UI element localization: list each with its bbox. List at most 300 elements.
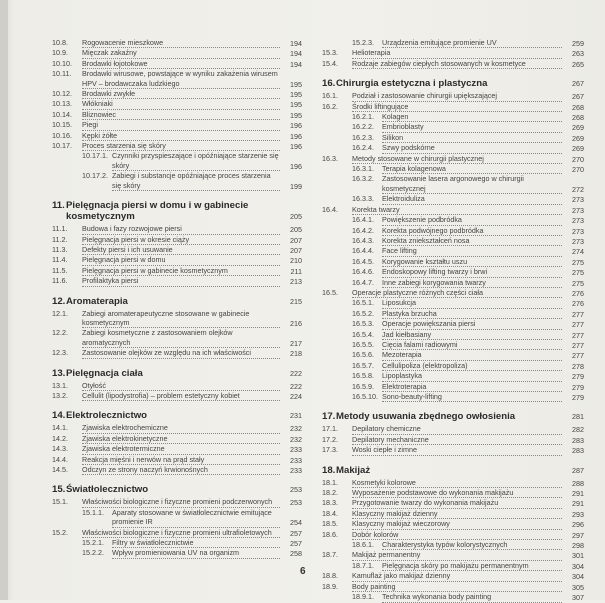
entry-title: Klasyczny makijaż dzienny — [352, 509, 562, 519]
chapter-number: 16. — [322, 78, 336, 90]
entry-number: 16.4.7. — [352, 277, 374, 287]
entry-number: 16.2. — [322, 101, 338, 111]
entry-title: Urządzenia emitujące promienie UV — [382, 38, 562, 48]
toc-entry — [322, 122, 584, 132]
toc-entry — [322, 278, 584, 288]
toc-entry — [322, 267, 584, 277]
entry-page: 277 — [572, 320, 584, 330]
entry-page: 207 — [290, 235, 302, 245]
entry-title: Mezoterapia — [382, 350, 562, 360]
entry-number: 10.16. — [52, 130, 72, 140]
chapter-title: Pielęgnacja piersi w domu i w gabinecie kosmetycznym — [66, 200, 249, 223]
toc-chapter-heading — [52, 296, 302, 307]
entry-title: Korekta twarzy — [352, 205, 562, 215]
entry-title: Korekta zniekształceń nosa — [382, 236, 562, 246]
entry-page: 305 — [572, 582, 584, 592]
entry-title: Elektroiduliza — [382, 194, 562, 204]
entry-title: Bliznowiec — [82, 110, 280, 120]
entry-number: 11.1. — [52, 224, 68, 234]
entry-page: 273 — [572, 226, 584, 236]
entry-number: 15.2. — [52, 527, 68, 537]
toc-entry — [52, 38, 302, 48]
chapter-title: Elektrolecznictwo — [66, 410, 148, 422]
entry-title: Rogowacenie mieszkowe — [82, 38, 280, 48]
toc-entry — [52, 171, 302, 191]
entry-number: 14.4. — [52, 454, 68, 464]
chapter-number: 15. — [52, 484, 66, 496]
entry-page: 291 — [572, 499, 584, 509]
entry-title: Właściwości biologiczne i fizyczne promieni ultrafioletowych — [82, 528, 280, 538]
entry-page: 216 — [290, 318, 302, 328]
toc-entry — [52, 48, 302, 58]
entry-number: 10.15. — [52, 120, 72, 130]
entry-number: 16.4.6. — [352, 267, 374, 277]
entry-number: 13.1. — [52, 380, 68, 390]
entry-title: Budowa i fazy rozwojowe piersi — [82, 224, 280, 234]
entry-page: 273 — [572, 205, 584, 215]
toc-entry — [322, 174, 584, 194]
entry-number: 15.1.1. — [82, 507, 104, 517]
entry-page: 267 — [572, 92, 584, 102]
entry-title: Kępki żółte — [82, 131, 280, 141]
entry-title: Zabiegi aromaterapeutyczne stosowane w gabinecie kosmetycznym — [82, 309, 280, 329]
toc-chapter-heading — [52, 484, 302, 495]
entry-page: 304 — [572, 561, 584, 571]
toc-entry — [322, 91, 584, 101]
toc-chapter-heading — [52, 410, 302, 421]
toc-entry — [322, 509, 584, 519]
entry-page: 254 — [290, 518, 302, 528]
toc-entry — [322, 288, 584, 298]
entry-number: 11.6. — [52, 276, 68, 286]
entry-page: 259 — [572, 39, 584, 48]
toc-entry — [322, 112, 584, 122]
entry-page: 273 — [572, 236, 584, 246]
entry-title: Kosmetyki kolorowe — [352, 478, 562, 488]
entry-number: 10.17. — [52, 141, 72, 151]
entry-number: 10.17.2. — [82, 171, 108, 181]
entry-number: 18.9.1. — [352, 592, 374, 602]
toc-right-column — [322, 38, 584, 603]
toc-entry — [322, 226, 584, 236]
entry-number: 16.4.5. — [352, 256, 374, 266]
entry-number: 11.2. — [52, 234, 68, 244]
toc-entry — [52, 266, 302, 276]
entry-number: 17.1. — [322, 424, 338, 434]
toc-entry — [322, 361, 584, 371]
entry-page: 213 — [290, 277, 302, 287]
entry-title: Pielęgnacja piersi w domu — [82, 255, 280, 265]
entry-number: 10.14. — [52, 109, 72, 119]
entry-title: Środki liftingujące — [352, 102, 562, 112]
entry-page: 205 — [290, 225, 302, 235]
entry-page: 257 — [290, 539, 302, 549]
entry-title: Cięcia falami radiowymi — [382, 340, 562, 350]
chapter-number: 13. — [52, 367, 66, 379]
entry-page: 232 — [290, 434, 302, 444]
toc-entry — [322, 102, 584, 112]
entry-title: Pielęgnacja piersi w gabinecie kosmetycznym — [82, 266, 280, 276]
chapter-page: 205 — [290, 212, 302, 222]
entry-number: 17.2. — [322, 434, 338, 444]
toc-entry — [52, 141, 302, 151]
entry-title: Body painting — [352, 582, 562, 592]
entry-number: 11.4. — [52, 255, 68, 265]
entry-number: 16.3.3. — [352, 194, 374, 204]
entry-title: Technika wykonania body painting — [382, 592, 562, 602]
entry-title: Wpływ promieniowania UV na organizm — [112, 548, 280, 558]
entry-title: Włókniaki — [82, 99, 280, 109]
entry-number: 18.4. — [322, 508, 338, 518]
entry-page: 277 — [572, 340, 584, 350]
entry-number: 16.5. — [322, 287, 338, 297]
toc-chapter-heading — [52, 200, 302, 222]
toc-entry — [52, 255, 302, 265]
entry-page: 194 — [290, 49, 302, 59]
entry-page: 288 — [572, 478, 584, 488]
entry-number: 11.5. — [52, 265, 68, 275]
entry-title: Powiększenie podbródka — [382, 215, 562, 225]
toc-entry — [52, 309, 302, 329]
entry-number: 12.3. — [52, 348, 68, 358]
toc-left-column — [52, 38, 302, 559]
entry-number: 16.4.3. — [352, 235, 374, 245]
entry-title: Woski ciepłe i zimne — [352, 445, 562, 455]
entry-page: 304 — [572, 572, 584, 582]
toc-entry — [322, 561, 584, 571]
chapter-page: 281 — [572, 412, 584, 422]
entry-page: 263 — [572, 49, 584, 59]
entry-number: 10.9. — [52, 48, 68, 58]
toc-entry — [322, 550, 584, 560]
toc-entry — [322, 571, 584, 581]
toc-entry — [52, 465, 302, 475]
entry-page: 269 — [572, 133, 584, 143]
entry-page: 196 — [290, 121, 302, 131]
chapter-number: 12. — [52, 295, 66, 307]
entry-page: 233 — [290, 455, 302, 465]
toc-entry — [322, 424, 584, 434]
entry-title: Defekty piersi i ich usuwanie — [82, 245, 280, 255]
entry-title: Brodawki wirusowe, powstające w wyniku zakażenia wirusem HPV – brodawczaka ludzkiego — [82, 69, 280, 89]
chapter-number: 14. — [52, 410, 66, 422]
entry-number: 10.12. — [52, 89, 72, 99]
entry-title: Cellulipoliza (elektropoliza) — [382, 361, 562, 371]
entry-title: Czynniki przyspieszające i opóźniające starzenie się skóry — [112, 151, 279, 170]
toc-entry — [322, 215, 584, 225]
entry-page: 257 — [290, 528, 302, 538]
entry-number: 16.4.2. — [352, 225, 374, 235]
entry-number: 15.1. — [52, 497, 68, 507]
toc-entry — [322, 246, 584, 256]
entry-page: 296 — [572, 520, 584, 530]
entry-page: 268 — [572, 102, 584, 112]
toc-entry — [322, 350, 584, 360]
entry-title: Korygowanie kształtu uszu — [382, 257, 562, 267]
toc-entry — [52, 528, 302, 538]
entry-page: 272 — [572, 184, 584, 194]
entry-title: Szwy podskórne — [382, 143, 562, 153]
toc-entry — [322, 143, 584, 153]
entry-title: Operacje powiększania piersi — [382, 319, 562, 329]
toc-entry — [52, 235, 302, 245]
entry-number: 18.8. — [322, 571, 338, 581]
chapter-title: Metody usuwania zbędnego owłosienia — [336, 411, 516, 423]
entry-number: 15.3. — [322, 48, 338, 58]
entry-number: 16.5.3. — [352, 319, 374, 329]
entry-number: 16.2.4. — [352, 143, 374, 153]
toc-entry — [322, 371, 584, 381]
binding-gutter — [0, 0, 8, 600]
entry-title: Helioterapia — [352, 48, 562, 58]
entry-number: 14.3. — [52, 444, 68, 454]
toc-entry — [322, 530, 584, 540]
entry-page: 283 — [572, 435, 584, 445]
entry-page: 217 — [290, 338, 302, 348]
entry-page: 297 — [572, 530, 584, 540]
entry-number: 10.13. — [52, 99, 72, 109]
entry-page: 276 — [572, 299, 584, 309]
entry-number: 10.10. — [52, 58, 72, 68]
toc-entry — [322, 445, 584, 455]
entry-page: 265 — [572, 59, 584, 69]
entry-title: Proces starzenia się skóry — [82, 141, 280, 151]
toc-entry — [52, 497, 302, 507]
entry-page: 270 — [572, 165, 584, 175]
entry-title: Przygotowanie twarzy do wykonania makijażu — [352, 498, 562, 508]
toc-entry — [52, 423, 302, 433]
entry-page: 279 — [572, 393, 584, 402]
entry-page: 195 — [290, 110, 302, 120]
entry-number: 16.5.10. — [352, 392, 378, 401]
toc-entry — [52, 131, 302, 141]
entry-number: 16.5.7. — [352, 360, 374, 370]
entry-title: Endoskopowy lifting twarzy i brwi — [382, 267, 562, 277]
entry-number: 16.2.1. — [352, 112, 374, 122]
entry-title: Zastosowanie olejków ze względu na ich właściwości — [82, 348, 280, 358]
entry-title: Kolagen — [382, 112, 562, 122]
entry-page: 268 — [572, 113, 584, 123]
entry-number: 16.5.6. — [352, 350, 374, 360]
chapter-title: Światłolecznictwo — [66, 484, 149, 496]
entry-title: Filtry w światłolecznictwie — [112, 538, 280, 548]
entry-number: 10.11. — [52, 69, 72, 79]
entry-number: 17.3. — [322, 445, 338, 455]
toc-entry — [322, 309, 584, 319]
entry-title: Depilatory chemiczne — [352, 424, 562, 434]
entry-title: Podział i zastosowanie chirurgii upiększającej — [352, 91, 562, 101]
entry-title: Rodzaje zabiegów ciepłych stosowanych w kosmetyce — [352, 59, 562, 69]
entry-page: 218 — [290, 349, 302, 359]
entry-page: 275 — [572, 278, 584, 288]
toc-entry — [52, 69, 302, 89]
entry-title: Plastyka brzucha — [382, 309, 562, 319]
entry-number: 16.5.2. — [352, 308, 374, 318]
toc-entry — [322, 488, 584, 498]
toc-chapter-heading — [322, 78, 584, 89]
entry-number: 15.2.3. — [352, 38, 374, 47]
toc-entry — [322, 392, 584, 402]
entry-page: 273 — [572, 216, 584, 226]
chapter-title: Chirurgia estetyczna i plastyczna — [336, 78, 488, 90]
entry-number: 16.4.1. — [352, 215, 374, 225]
toc-entry — [52, 434, 302, 444]
entry-page: 276 — [572, 288, 584, 298]
chapter-page: 253 — [290, 485, 302, 495]
entry-number: 16.3. — [322, 153, 338, 163]
entry-title: Kamuflaż jako makijaż dzienny — [352, 571, 562, 581]
entry-number: 18.1. — [322, 477, 338, 487]
entry-number: 16.1. — [322, 91, 338, 101]
entry-title: Elektroterapia — [382, 382, 562, 392]
toc-entry — [52, 89, 302, 99]
entry-title: Zjawiska elektrochemiczne — [82, 423, 280, 433]
entry-page: 232 — [290, 424, 302, 434]
entry-page: 196 — [290, 142, 302, 152]
toc-entry — [52, 276, 302, 286]
entry-title: Terapia kolagenowa — [382, 164, 562, 174]
entry-page: 277 — [572, 330, 584, 340]
chapter-page: 215 — [290, 296, 302, 306]
entry-title: Liposukcja — [382, 298, 562, 308]
entry-page: 301 — [572, 551, 584, 561]
entry-title: Inne zabiegi korygowania twarzy — [382, 278, 562, 288]
toc-entry — [322, 205, 584, 215]
entry-page: 279 — [572, 372, 584, 382]
toc-entry — [322, 340, 584, 350]
entry-page: 275 — [572, 268, 584, 278]
entry-number: 14.2. — [52, 433, 68, 443]
entry-number: 18.6.1. — [352, 540, 374, 550]
toc-entry — [322, 435, 584, 445]
toc-entry — [322, 164, 584, 174]
toc-entry — [52, 99, 302, 109]
entry-page: 291 — [572, 489, 584, 499]
entry-number: 16.3.1. — [352, 164, 374, 174]
entry-number: 12.1. — [52, 308, 68, 318]
entry-title: Klasyczny makijaż wieczorowy — [352, 519, 562, 529]
chapter-title: Aromaterapia — [66, 295, 128, 307]
chapter-page: 267 — [572, 79, 584, 89]
entry-page: 298 — [572, 541, 584, 551]
entry-number: 16.4. — [322, 204, 338, 214]
entry-page: 195 — [290, 100, 302, 110]
entry-number: 16.5.9. — [352, 381, 374, 391]
toc-entry — [322, 498, 584, 508]
entry-number: 18.6. — [322, 529, 338, 539]
entry-number: 14.5. — [52, 465, 68, 474]
toc-entry — [322, 59, 584, 69]
entry-page: 253 — [290, 498, 302, 508]
entry-page: 196 — [290, 161, 302, 171]
chapter-number: 18. — [322, 464, 336, 476]
toc-entry — [52, 120, 302, 130]
entry-title: Lipoplastyka — [382, 371, 562, 381]
entry-number: 16.5.4. — [352, 329, 374, 339]
toc-entry — [322, 592, 584, 602]
toc-entry — [52, 538, 302, 548]
toc-entry — [52, 444, 302, 454]
entry-number: 16.3.2. — [352, 174, 374, 184]
toc-entry — [322, 519, 584, 529]
entry-page: 282 — [572, 425, 584, 435]
toc-entry — [322, 330, 584, 340]
entry-number: 18.9. — [322, 581, 338, 591]
entry-title: Sono-beauty-lifting — [382, 392, 562, 402]
toc-chapter-heading — [52, 368, 302, 379]
toc-entry — [322, 298, 584, 308]
entry-title: Piegi — [82, 120, 280, 130]
entry-page: 278 — [572, 361, 584, 371]
chapter-page: 287 — [572, 465, 584, 475]
page-number: 6 — [300, 566, 306, 577]
entry-title: Makijaż permanentny — [352, 550, 562, 560]
entry-number: 16.2.2. — [352, 122, 374, 132]
entry-page: 210 — [290, 256, 302, 266]
entry-number: 14.1. — [52, 423, 68, 433]
entry-page: 293 — [572, 509, 584, 519]
toc-entry — [52, 381, 302, 391]
entry-page: 195 — [290, 79, 302, 89]
entry-page: 275 — [572, 257, 584, 267]
entry-number: 13.2. — [52, 390, 68, 400]
toc-entry — [322, 48, 584, 58]
entry-number: 16.5.5. — [352, 339, 374, 349]
entry-number: 16.5.8. — [352, 371, 374, 381]
entry-title: Pielęgnacja skóry po makijażu permanentnym — [382, 561, 562, 571]
entry-title: Operacje plastyczne różnych części ciała — [352, 288, 562, 298]
entry-title: Cellulit (lipodystrofia) – problem estetyczny kobiet — [82, 391, 280, 401]
entry-number: 18.2. — [322, 488, 338, 498]
chapter-title: Pielęgnacja ciała — [66, 367, 143, 379]
entry-page: 269 — [572, 144, 584, 154]
entry-title: Zjawiska elektrotermiczne — [82, 444, 280, 454]
entry-title: Charakterystyka typów kolorystycznych — [382, 540, 562, 550]
chapter-title: Makijaż — [336, 464, 371, 476]
chapter-page: 231 — [290, 411, 302, 421]
toc-entry — [52, 328, 302, 348]
entry-number: 15.2.2. — [82, 548, 104, 558]
entry-title: Odczyn ze strony naczyń krwionośnych — [82, 465, 280, 475]
chapter-page: 222 — [290, 368, 302, 378]
toc-entry — [322, 478, 584, 488]
entry-page: 307 — [572, 593, 584, 603]
entry-number: 16.2.3. — [352, 132, 374, 142]
entry-number: 10.17.1. — [82, 151, 108, 161]
entry-page: 279 — [572, 382, 584, 392]
toc-entry — [52, 245, 302, 255]
toc-entry — [52, 455, 302, 465]
toc-entry — [52, 391, 302, 401]
entry-page: 207 — [290, 245, 302, 255]
entry-page: 199 — [290, 181, 302, 191]
entry-page: 222 — [290, 381, 302, 391]
entry-title: Dobór kolorów — [352, 530, 562, 540]
entry-title: Pielęgnacja piersi w okresie ciąży — [82, 235, 280, 245]
entry-title: Face lifting — [382, 246, 562, 256]
chapter-number: 11. — [52, 200, 65, 212]
entry-page: 233 — [290, 445, 302, 455]
entry-title: Wyposażenie podstawowe do wykonania makijażu — [352, 488, 562, 498]
entry-page: 258 — [290, 549, 302, 559]
entry-number: 16.4.4. — [352, 246, 374, 256]
entry-number: 12.2. — [52, 328, 68, 338]
toc-entry — [52, 548, 302, 558]
entry-title: Zabiegi i substancje opóźniające proces starzenia się skóry — [112, 171, 280, 191]
entry-title: Jad kiełbasiany — [382, 330, 562, 340]
entry-number: 16.5.1. — [352, 298, 374, 308]
entry-title: Zastosowanie lasera argonowego w chirurgii kosmetycznej — [382, 174, 562, 194]
